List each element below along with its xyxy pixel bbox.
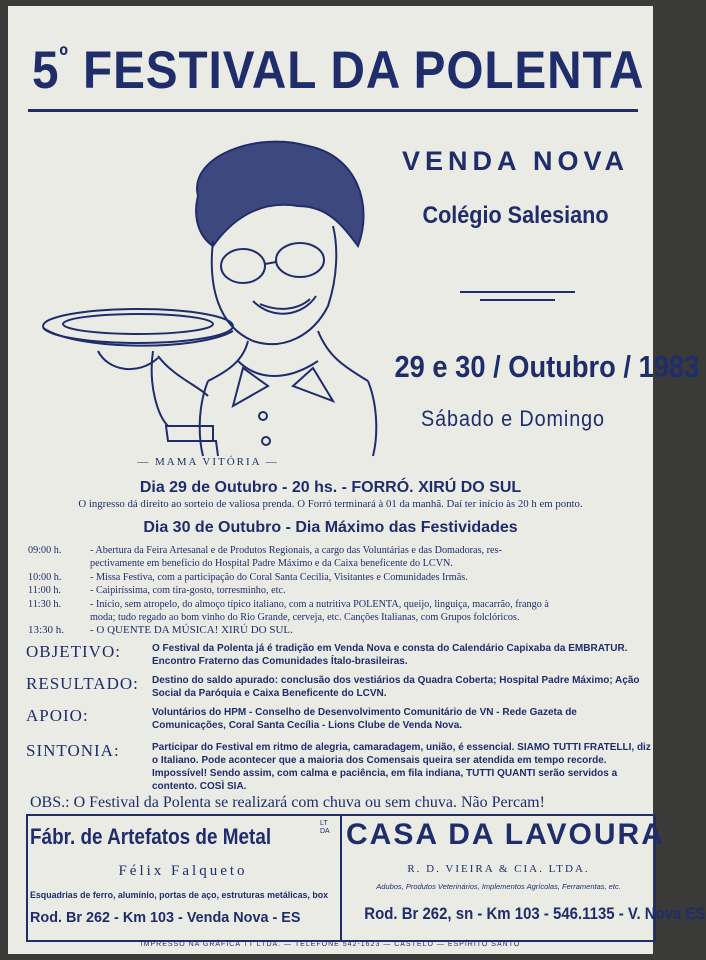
title-underline [28, 109, 638, 112]
schedule-time: 10:00 h. [28, 571, 62, 583]
schedule-row [28, 584, 653, 597]
schedule-text: moda; tudo regado ao bom vinho do Rio Grande, cerveja, etc. Canções Italianas, com Grupos folclóricos. [90, 611, 520, 623]
printer-credit: IMPRESSO NA GRÁFICA TT LTDA. — TELEFONE 542-1623 — CASTELO — ESPÍRITO SANTO [140, 941, 521, 948]
support-text: Voluntários do HPM - Conselho de Desenvolvimento Comunitário de VN - Rede Gazeta de Comunicações, Coral Santa Cecília - Lions Clube de Venda Nova. [152, 707, 577, 731]
schedule-row [28, 611, 653, 624]
divider-line [460, 291, 575, 293]
city-name: VENDA NOVA [401, 146, 630, 176]
result-section [26, 674, 646, 704]
schedule-text: - Missa Festiva, com a participação do Coral Santa Cecília, Visitantes e Comunidades Irmãs. [90, 571, 468, 583]
schedule-row [28, 598, 653, 611]
metal-shop-products: Esquadrias de ferro, alumínio, portas de aço, estruturas metálicas, box [30, 890, 329, 901]
schedule-text: - Abertura da Feira Artesanal e de Produtos Regionais, a cargo das Voluntárias e das Domadoras, res- [90, 545, 502, 556]
schedule-row [28, 544, 653, 557]
schedule-row [28, 571, 653, 584]
casa-lavoura-address: Rod. Br 262, sn - Km 103 - 546.1135 - V. Nova ES [364, 904, 706, 923]
edition-suffix: º [59, 40, 69, 70]
result-label: RESULTADO: [26, 674, 139, 693]
objective-text: O Festival da Polenta já é tradição em Venda Nova e consta do Calendário Capixaba da EMBRATUR. Encontro Fraterno das Comunidades Ítalo-brasileiras. [152, 643, 628, 667]
metal-shop-name: Fábr. de Artefatos de Metal [30, 824, 272, 849]
portrait-caption: — MAMA VITÓRIA — [137, 456, 279, 468]
ad-divider [340, 814, 342, 940]
divider-line [480, 299, 555, 301]
sintonia-section [26, 741, 651, 792]
venue-name: Colégio Salesiano [422, 202, 609, 229]
festival-poster [8, 6, 706, 954]
poster-title [32, 40, 645, 101]
festival-name: FESTIVAL DA POLENTA [83, 41, 645, 100]
festival-dates: 29 e 30 / Outubro / 1983 [394, 349, 700, 384]
day29-note: O ingresso dá direito ao sorteio de valiosa prenda. O Forró terminará à 01 da manhã. Daí ter início às 20 h em ponto. [78, 498, 583, 510]
metal-shop-address: Rod. Br 262 - Km 103 - Venda Nova - ES [30, 909, 301, 926]
casa-lavoura-company: R. D. VIEIRA & CIA. LTDA. [407, 863, 590, 875]
day30-heading: Dia 30 de Outubro - Dia Máximo das Festividades [143, 519, 518, 536]
metal-shop-owner: Félix Falqueto [118, 863, 248, 879]
schedule-text: - Início, sem atropelo, do almoço típico italiano, com a nutritiva POLENTA, queijo, linguiça, macarrão, frango à [90, 598, 549, 610]
schedule-text: pectivamente em benefício do Hospital Padre Máximo e da Caixa beneficente do LCVN. [90, 558, 453, 570]
support-label: APOIO: [26, 706, 89, 725]
mama-vitoria-illustration [38, 136, 383, 456]
festival-weekdays: Sábado e Domingo [421, 406, 605, 431]
schedule-time: 09:00 h. [28, 545, 62, 556]
sintonia-text: Participar do Festival em ritmo de alegria, camaradagem, união, é essencial. SIAMO TUTTI FRATELLI, diz o Italiano. Pode acontecer que a maioria dos Comensais queira ser atendida em tempo recorde. Impossível! Sendo assim, com calma e paciência, em fila indiana, TUTTI QUANTI serão servidos a contento. COSÌ SIA. [152, 742, 651, 792]
schedule-row [28, 624, 653, 637]
casa-lavoura-products: Adubos, Produtos Veterinários, Implementos Agrícolas, Ferramentas, etc. [376, 882, 621, 891]
edition-number: 5 [32, 41, 60, 100]
objective-label: OBJETIVO: [26, 642, 121, 661]
schedule-list [28, 544, 653, 638]
support-section [26, 706, 646, 738]
schedule-time: 11:00 h. [28, 585, 62, 597]
schedule-row [28, 557, 653, 570]
sintonia-label: SINTONIA: [26, 741, 120, 760]
schedule-text: - Caipiríssima, com tira-gosto, torresminho, etc. [90, 585, 286, 597]
objective-section [26, 642, 646, 672]
casa-lavoura-name: CASA DA LAVOURA [346, 818, 665, 851]
result-text: Destino do saldo apurado: conclusão dos vestiários da Quadra Coberta; Hospital Padre Máximo; Ação Social da Paróquia e Caixa Beneficente do LCVN. [152, 675, 640, 699]
day29-heading: Dia 29 de Outubro - 20 hs. - FORRÓ. XIRÚ DO SUL [139, 479, 522, 496]
schedule-text: - O QUENTE DA MÚSICA! XIRÚ DO SUL. [90, 624, 293, 637]
observation-note: OBS.: O Festival da Polenta se realizará com chuva ou sem chuva. Não Percam! [30, 794, 545, 811]
schedule-time: 11:30 h. [28, 598, 62, 610]
schedule-time: 13:30 h. [28, 624, 65, 637]
metal-shop-ltda: LTDA [320, 820, 330, 835]
